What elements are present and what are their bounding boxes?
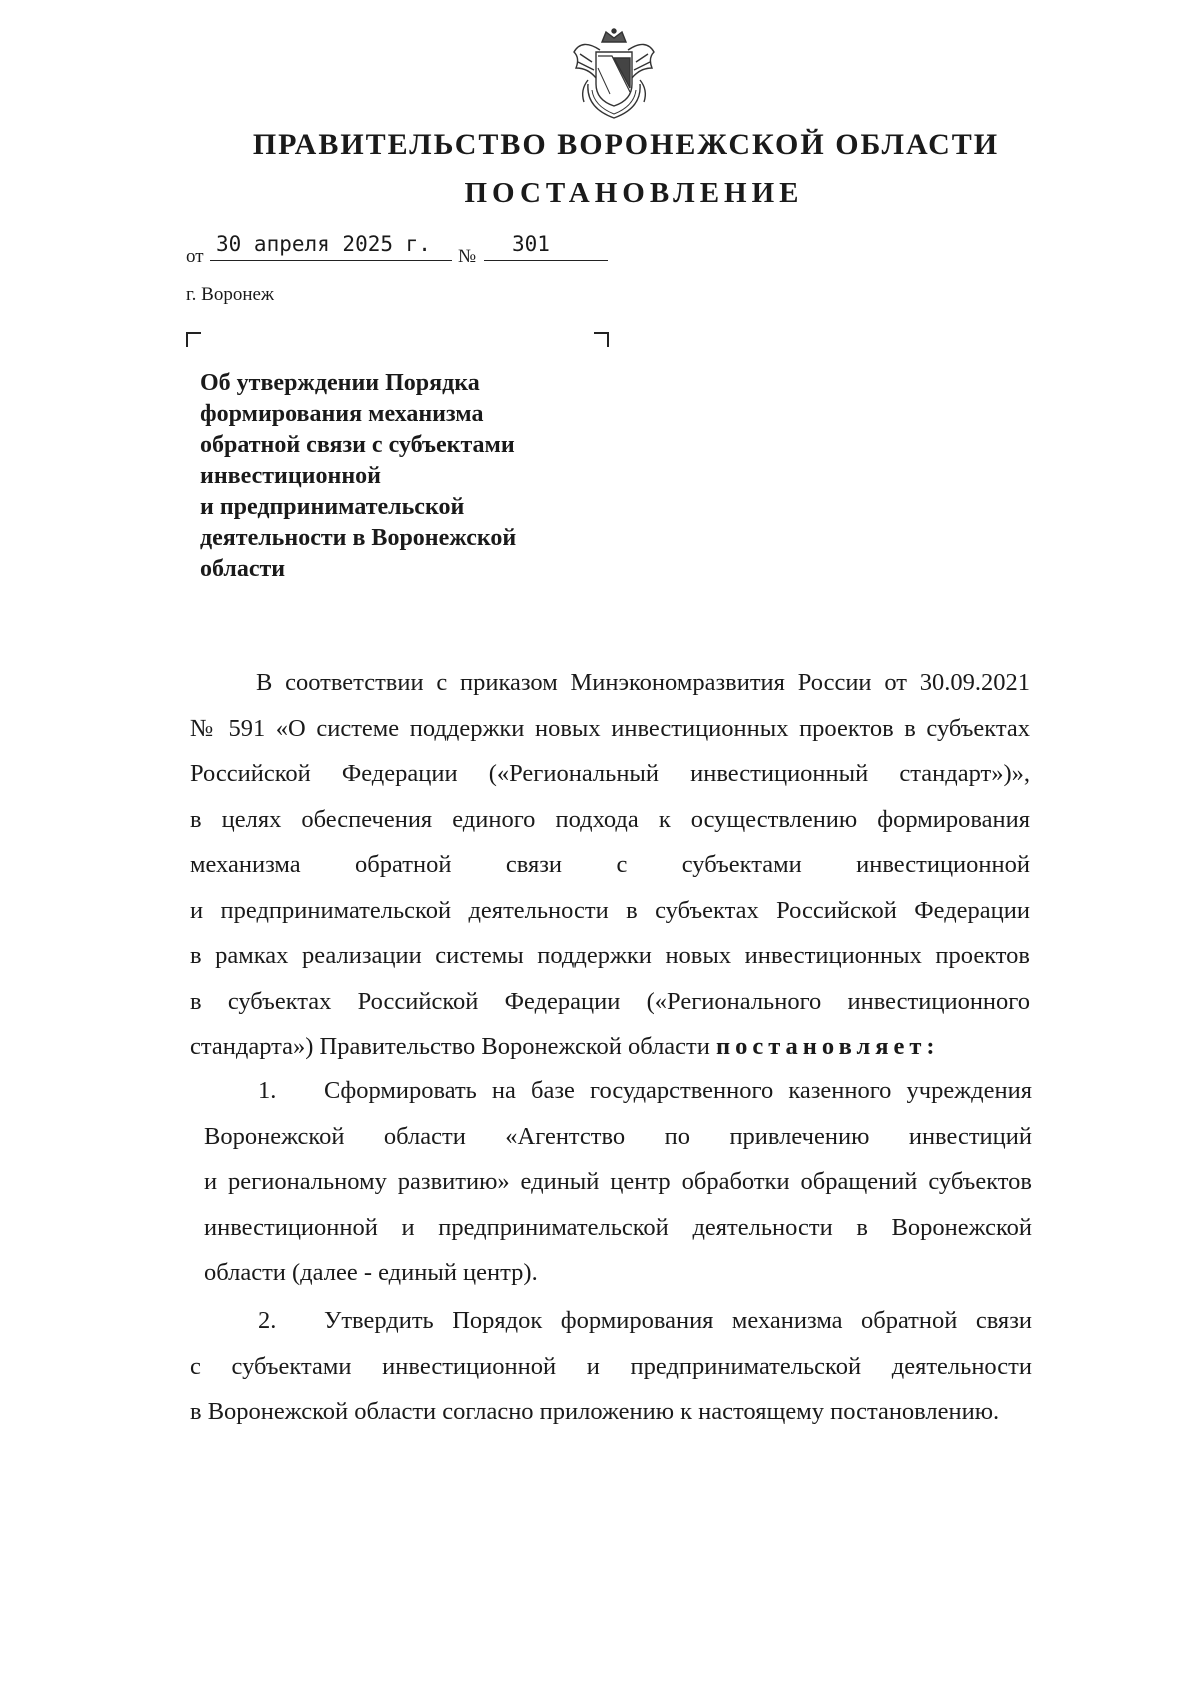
subject-line: Об утверждении Порядка xyxy=(200,370,480,396)
preamble-line: В соответствии с приказом Минэкономразвития России от 30.09.2021 xyxy=(256,669,1030,696)
item-line: и региональному развитию» единый центр обработки обращений субъектов xyxy=(204,1168,1032,1195)
item-line: инвестиционной и предпринимательской деятельности в Воронежской xyxy=(204,1213,1032,1241)
resolution-item xyxy=(204,1068,1032,1296)
document-number: 301 xyxy=(512,232,550,256)
number-underline xyxy=(484,260,608,261)
item-line: области (далее - единый центр). xyxy=(204,1259,538,1286)
corner-mark-right xyxy=(594,332,609,347)
city-name: г. Воронеж xyxy=(186,284,275,305)
resolves-word: постановляет: xyxy=(715,1033,940,1060)
subject-line: и предпринимательской xyxy=(200,494,465,520)
preamble-line-text: стандарта») Правительство Воронежской области xyxy=(190,1033,710,1060)
item-number: 2. xyxy=(258,1307,277,1334)
registration-line xyxy=(186,232,616,268)
preamble-line: в целях обеспечения единого подхода к осуществлению формирования xyxy=(190,805,1030,833)
government-title: ПРАВИТЕЛЬСТВО ВОРОНЕЖСКОЙ ОБЛАСТИ xyxy=(252,128,1000,161)
preamble-line: в субъектах Российской Федерации («Регионального инвестиционного xyxy=(190,987,1030,1015)
preamble-line: Российской Федерации («Региональный инвестиционный стандарт»)», xyxy=(190,760,1030,787)
subject-line: инвестиционной xyxy=(200,463,381,489)
date-underline xyxy=(210,260,452,261)
coat-of-arms-icon xyxy=(566,28,662,122)
preamble-paragraph xyxy=(190,660,1030,1070)
preamble-line: и предпринимательской деятельности в субъектах Российской Федерации xyxy=(190,896,1030,924)
document-date: 30 апреля 2025 г. xyxy=(216,232,431,256)
document-type-title: ПОСТАНОВЛЕНИЕ xyxy=(464,177,804,209)
item-line: с субъектами инвестиционной и предпринимательской деятельности xyxy=(190,1352,1032,1380)
corner-mark-left xyxy=(186,332,201,347)
preamble-line: механизма обратной связи с субъектами инвестиционной xyxy=(190,851,1030,878)
document-subject xyxy=(200,368,580,585)
subject-line: деятельности в Воронежской xyxy=(200,525,517,551)
item-number: 1. xyxy=(258,1077,277,1104)
preamble-last-line xyxy=(190,1024,1030,1070)
subject-line: области xyxy=(200,556,286,582)
subject-line: обратной связи с субъектами xyxy=(200,432,515,458)
item-line: Воронежской области «Агентство по привлечению инвестиций xyxy=(204,1122,1032,1150)
number-prefix: № xyxy=(458,246,477,267)
date-prefix: от xyxy=(186,246,204,267)
item-line: в Воронежской области согласно приложению к настоящему постановлению. xyxy=(190,1398,1000,1425)
item-line: Утвердить Порядок формирования механизма обратной связи xyxy=(324,1307,1032,1334)
item-line: Сформировать на базе государственного казенного учреждения xyxy=(324,1077,1032,1104)
subject-line: формирования механизма xyxy=(200,401,484,427)
resolution-item xyxy=(190,1298,1032,1435)
preamble-line: в рамках реализации системы поддержки новых инвестиционных проектов xyxy=(190,942,1030,969)
preamble-line: № 591 «О системе поддержки новых инвестиционных проектов в субъектах xyxy=(190,714,1030,742)
